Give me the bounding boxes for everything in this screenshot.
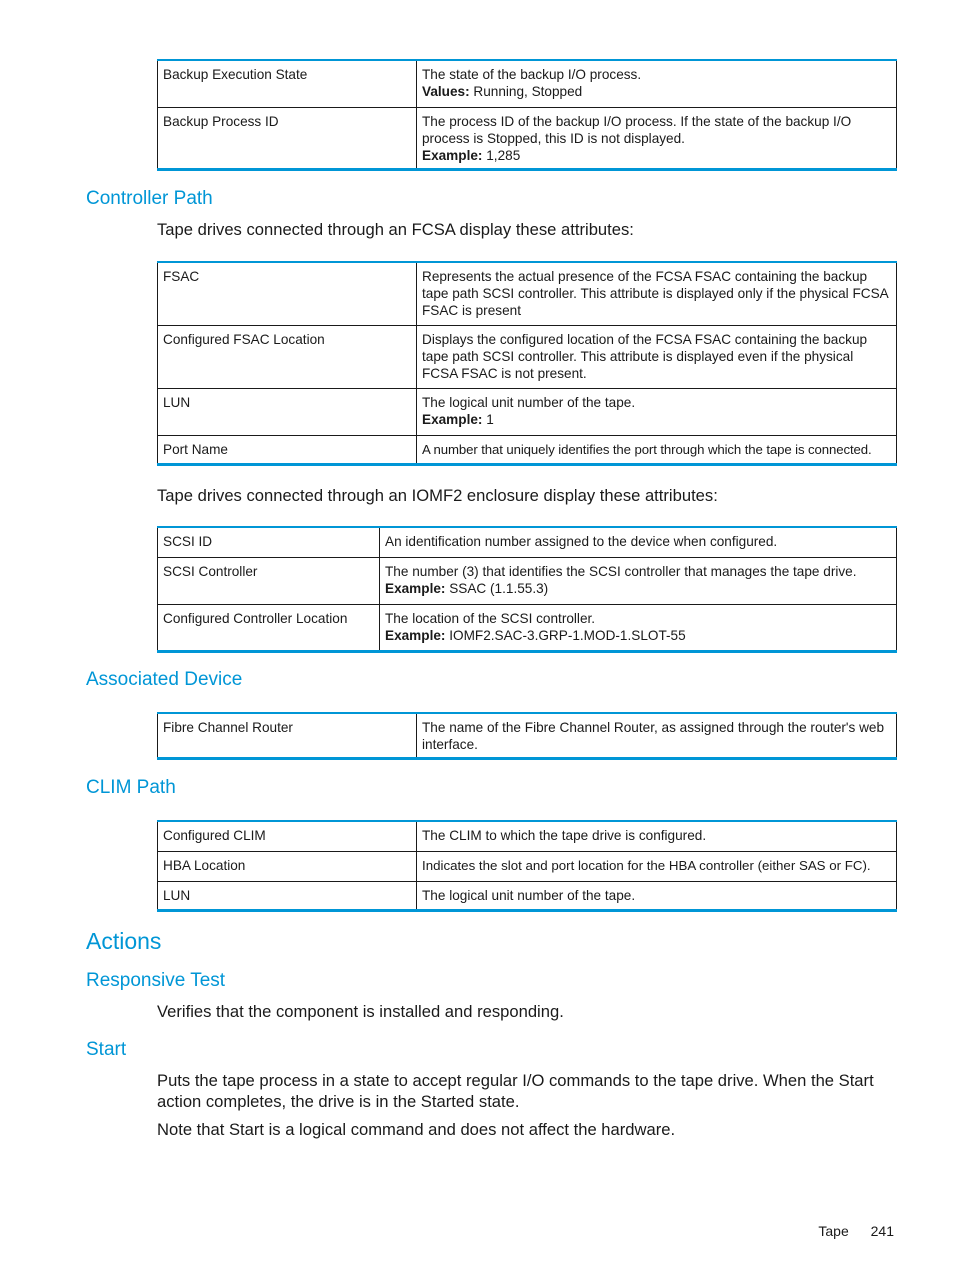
fcsa-intro-text: Tape drives connected through an FCSA display these attributes:	[157, 220, 634, 239]
table-row	[158, 435, 897, 464]
table-row	[158, 851, 897, 881]
attribute-desc	[417, 60, 897, 107]
fcsa-attributes-table	[157, 261, 897, 466]
clim-path-table	[157, 820, 897, 912]
associated-device-table	[157, 712, 897, 760]
table-row	[158, 604, 897, 651]
values-label: Values:	[422, 84, 470, 99]
attribute-desc: The CLIM to which the tape drive is configured.	[417, 821, 897, 851]
example-text: SSAC (1.1.55.3)	[449, 580, 549, 596]
table-row	[158, 262, 897, 325]
start-text: Puts the tape process in a state to accept regular I/O commands to the tape drive. When the Start action completes, the drive is in the Started state.	[157, 1071, 874, 1111]
example-text: IOMF2.SAC-3.GRP-1.MOD-1.SLOT-55	[449, 627, 686, 643]
attribute-desc	[417, 388, 897, 435]
values-text: Running, Stopped	[473, 84, 583, 99]
desc-text: The number (3) that identifies the SCSI controller that manages the tape drive.	[385, 563, 857, 579]
table-row	[158, 821, 897, 851]
start-note-text: Note that Start is a logical command and does not affect the hardware.	[157, 1120, 676, 1139]
attribute-desc	[417, 107, 897, 169]
table-row	[158, 60, 897, 107]
desc-text: The process ID of the backup I/O process. If the state of the backup I/O process is Stopped, this ID is not displayed.	[422, 113, 852, 146]
example-label: Example:	[422, 411, 483, 427]
responsive-test-text: Verifies that the component is installed and responding.	[157, 1002, 564, 1021]
example-label: Example:	[385, 627, 446, 643]
table-row	[158, 527, 897, 557]
section-heading-associated-device: Associated Device	[86, 669, 243, 690]
attribute-name: Port Name	[158, 435, 417, 464]
attribute-name: LUN	[158, 388, 417, 435]
attribute-name: HBA Location	[158, 851, 417, 881]
table-row	[158, 881, 897, 910]
table-row	[158, 713, 897, 759]
attribute-name: Configured Controller Location	[158, 604, 380, 651]
attribute-desc: An identification number assigned to the device when configured.	[380, 527, 897, 557]
page-number: 241	[870, 1223, 894, 1239]
attribute-desc: The name of the Fibre Channel Router, as assigned through the router's web interface.	[417, 713, 897, 759]
attribute-desc	[380, 557, 897, 604]
example-label: Example:	[385, 580, 446, 596]
section-heading-clim-path: CLIM Path	[86, 777, 176, 798]
table-row	[158, 325, 897, 388]
example-text: 1	[486, 411, 494, 427]
desc-text: The logical unit number of the tape.	[422, 394, 636, 410]
attribute-name: SCSI Controller	[158, 557, 380, 604]
example-label: Example:	[422, 147, 483, 163]
section-heading-controller-path: Controller Path	[86, 188, 213, 209]
desc-text: The state of the backup I/O process.	[422, 67, 642, 82]
attribute-name: Backup Process ID	[158, 107, 417, 169]
page-footer	[800, 1223, 894, 1239]
attribute-desc	[380, 604, 897, 651]
attribute-desc: Represents the actual presence of the FCSA FSAC containing the backup tape path SCSI controller. This attribute is displayed only if the physical FCSA FSAC is present	[417, 262, 897, 325]
subsection-heading-start: Start	[86, 1039, 127, 1060]
attribute-name: Backup Execution State	[158, 60, 417, 107]
attribute-name: Fibre Channel Router	[158, 713, 417, 759]
attribute-name: Configured FSAC Location	[158, 325, 417, 388]
attribute-name: Configured CLIM	[158, 821, 417, 851]
iomf2-attributes-table	[157, 526, 897, 653]
table-row	[158, 107, 897, 169]
attribute-name: LUN	[158, 881, 417, 910]
attribute-desc: Indicates the slot and port location for the HBA controller (either SAS or FC).	[417, 851, 897, 881]
example-text: 1,285	[486, 147, 521, 163]
attribute-name: FSAC	[158, 262, 417, 325]
section-heading-actions: Actions	[86, 928, 162, 954]
backup-attributes-table	[157, 59, 897, 171]
attribute-desc: A number that uniquely identifies the port through which the tape is connected.	[417, 435, 897, 464]
footer-section: Tape	[818, 1223, 849, 1239]
table-row	[158, 388, 897, 435]
subsection-heading-responsive-test: Responsive Test	[86, 970, 226, 991]
attribute-desc: Displays the configured location of the FCSA FSAC containing the backup tape path SCSI controller. This attribute is displayed even if the physical FCSA FSAC is not present.	[417, 325, 897, 388]
attribute-name: SCSI ID	[158, 527, 380, 557]
table-row	[158, 557, 897, 604]
desc-text: The location of the SCSI controller.	[385, 610, 596, 626]
attribute-desc: The logical unit number of the tape.	[417, 881, 897, 910]
iomf2-intro-text: Tape drives connected through an IOMF2 enclosure display these attributes:	[157, 486, 718, 505]
